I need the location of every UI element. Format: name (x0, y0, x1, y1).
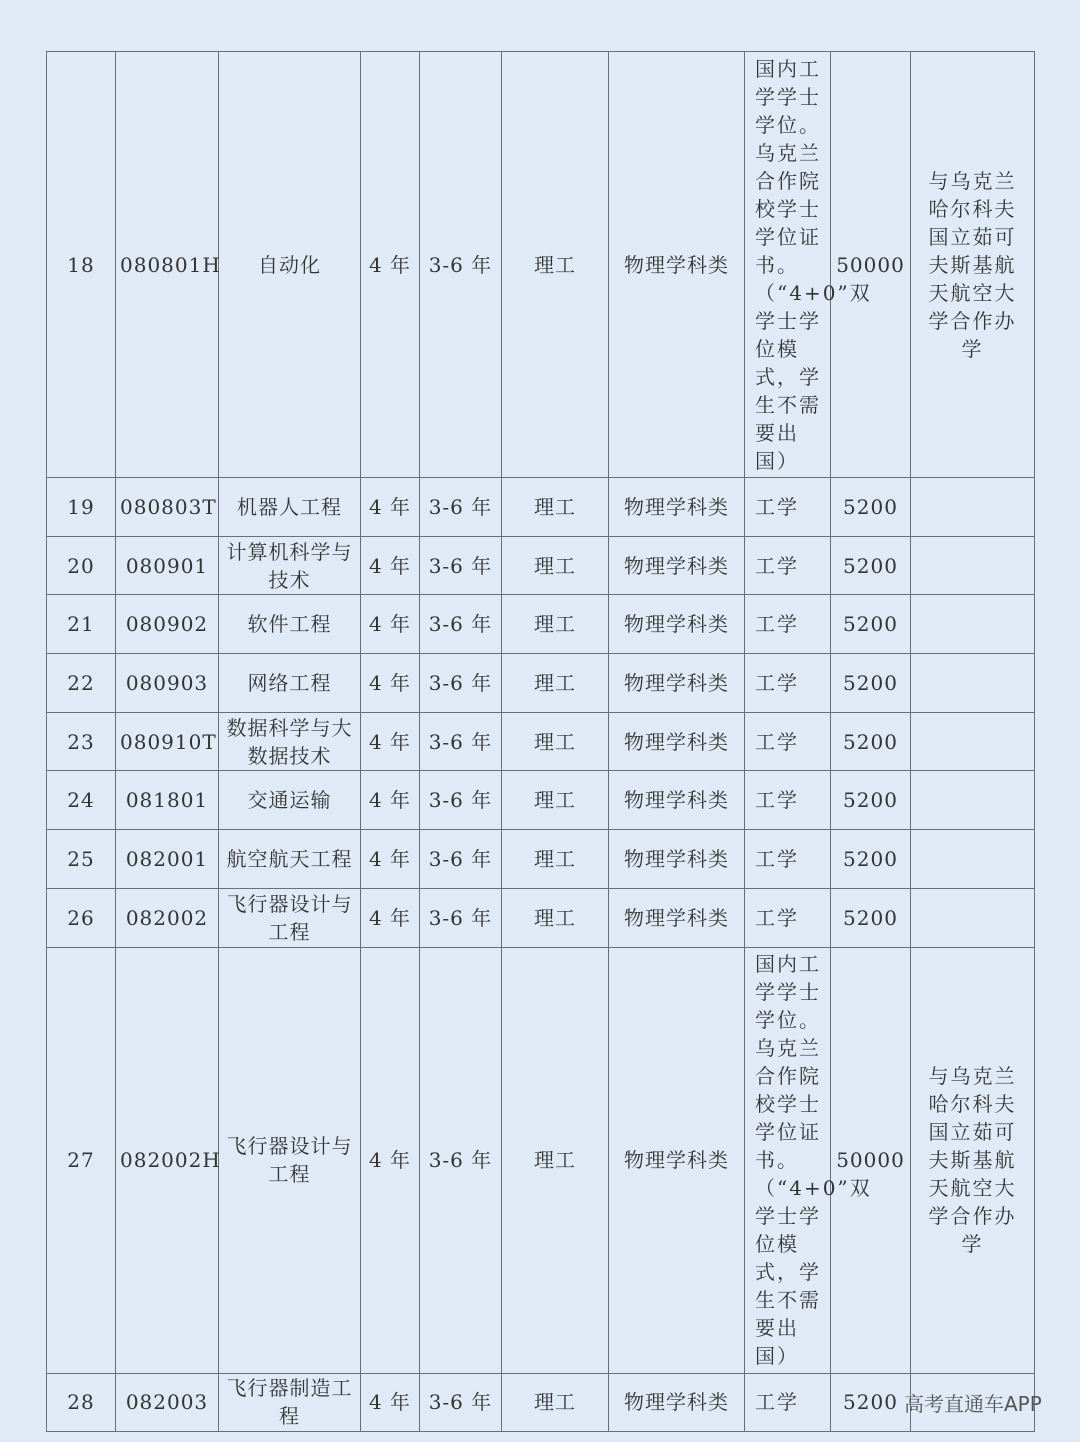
study-range-cell: 3-6 年 (420, 712, 502, 771)
row-number-cell: 23 (47, 712, 116, 771)
row-number-cell: 28 (47, 1373, 116, 1432)
study-range-cell: 3-6 年 (420, 595, 502, 654)
major-code-cell: 080910T (116, 712, 219, 771)
tuition-cell: 50000 (831, 947, 911, 1373)
degree-cell: 工学 (745, 1373, 831, 1432)
category-cell: 理工 (502, 654, 609, 713)
category-cell: 理工 (502, 771, 609, 830)
study-range-cell: 3-6 年 (420, 536, 502, 595)
duration-cell: 4 年 (361, 52, 420, 478)
note-cell (911, 654, 1035, 713)
table-body (47, 52, 1035, 1432)
degree-cell: 工学 (745, 712, 831, 771)
tuition-cell: 5200 (831, 654, 911, 713)
study-range-cell: 3-6 年 (420, 888, 502, 947)
major-code-cell: 080902 (116, 595, 219, 654)
category-cell: 理工 (502, 1373, 609, 1432)
degree-cell: 工学 (745, 888, 831, 947)
tuition-cell: 5200 (831, 830, 911, 889)
table-row (47, 771, 1035, 830)
major-code-cell: 082003 (116, 1373, 219, 1432)
subject-requirement-cell: 物理学科类 (609, 654, 745, 713)
major-name-cell: 飞行器设计与工程 (219, 947, 361, 1373)
row-number-cell: 27 (47, 947, 116, 1373)
table-row (47, 830, 1035, 889)
major-name-cell: 机器人工程 (219, 478, 361, 537)
category-cell: 理工 (502, 888, 609, 947)
tuition-cell: 5200 (831, 1373, 911, 1432)
category-cell: 理工 (502, 595, 609, 654)
major-name-cell: 自动化 (219, 52, 361, 478)
duration-cell: 4 年 (361, 888, 420, 947)
subject-requirement-cell: 物理学科类 (609, 52, 745, 478)
tuition-cell: 5200 (831, 478, 911, 537)
major-code-cell: 080803T (116, 478, 219, 537)
study-range-cell: 3-6 年 (420, 478, 502, 537)
tuition-cell: 5200 (831, 536, 911, 595)
tuition-cell: 50000 (831, 52, 911, 478)
study-range-cell: 3-6 年 (420, 52, 502, 478)
row-number-cell: 24 (47, 771, 116, 830)
duration-cell: 4 年 (361, 947, 420, 1373)
subject-requirement-cell: 物理学科类 (609, 1373, 745, 1432)
row-number-cell: 21 (47, 595, 116, 654)
degree-cell: 工学 (745, 771, 831, 830)
subject-requirement-cell: 物理学科类 (609, 888, 745, 947)
study-range-cell: 3-6 年 (420, 830, 502, 889)
table-row (47, 478, 1035, 537)
note-cell: 与乌克兰哈尔科夫国立茹可夫斯基航天航空大学合作办学 (911, 52, 1035, 478)
duration-cell: 4 年 (361, 1373, 420, 1432)
degree-cell: 工学 (745, 830, 831, 889)
duration-cell: 4 年 (361, 536, 420, 595)
category-cell: 理工 (502, 478, 609, 537)
duration-cell: 4 年 (361, 654, 420, 713)
duration-cell: 4 年 (361, 478, 420, 537)
subject-requirement-cell: 物理学科类 (609, 830, 745, 889)
duration-cell: 4 年 (361, 595, 420, 654)
major-code-cell: 082002H (116, 947, 219, 1373)
major-name-cell: 网络工程 (219, 654, 361, 713)
major-name-cell: 软件工程 (219, 595, 361, 654)
duration-cell: 4 年 (361, 830, 420, 889)
category-cell: 理工 (502, 947, 609, 1373)
watermark: 高考直通车APP (904, 1392, 1042, 1416)
table-row (47, 1373, 1035, 1432)
note-cell (911, 830, 1035, 889)
major-code-cell: 082002 (116, 888, 219, 947)
table-row (47, 654, 1035, 713)
duration-cell: 4 年 (361, 712, 420, 771)
major-code-cell: 081801 (116, 771, 219, 830)
note-cell (911, 478, 1035, 537)
tuition-cell: 5200 (831, 771, 911, 830)
major-code-cell: 080903 (116, 654, 219, 713)
degree-cell: 工学 (745, 478, 831, 537)
degree-cell: 国内工学学士学位。乌克兰合作院校学士学位证书。（“4+0”双学士学位模式，学生不需要出国） (745, 52, 831, 478)
table-row (47, 536, 1035, 595)
major-code-cell: 082001 (116, 830, 219, 889)
degree-cell: 工学 (745, 654, 831, 713)
row-number-cell: 26 (47, 888, 116, 947)
category-cell: 理工 (502, 712, 609, 771)
subject-requirement-cell: 物理学科类 (609, 947, 745, 1373)
major-name-cell: 航空航天工程 (219, 830, 361, 889)
degree-cell: 工学 (745, 595, 831, 654)
tuition-cell: 5200 (831, 888, 911, 947)
major-code-cell: 080801H (116, 52, 219, 478)
note-cell (911, 888, 1035, 947)
subject-requirement-cell: 物理学科类 (609, 478, 745, 537)
tuition-cell: 5200 (831, 712, 911, 771)
duration-cell: 4 年 (361, 771, 420, 830)
row-number-cell: 25 (47, 830, 116, 889)
row-number-cell: 19 (47, 478, 116, 537)
note-cell (911, 771, 1035, 830)
table-row (47, 888, 1035, 947)
table-row (47, 52, 1035, 478)
subject-requirement-cell: 物理学科类 (609, 595, 745, 654)
majors-table (46, 51, 1035, 1432)
major-name-cell: 飞行器制造工程 (219, 1373, 361, 1432)
table-row (47, 947, 1035, 1373)
degree-cell: 国内工学学士学位。乌克兰合作院校学士学位证书。（“4+0”双学士学位模式，学生不需要出国） (745, 947, 831, 1373)
table-row (47, 595, 1035, 654)
study-range-cell: 3-6 年 (420, 771, 502, 830)
degree-cell: 工学 (745, 536, 831, 595)
subject-requirement-cell: 物理学科类 (609, 536, 745, 595)
category-cell: 理工 (502, 52, 609, 478)
major-name-cell: 数据科学与大数据技术 (219, 712, 361, 771)
category-cell: 理工 (502, 830, 609, 889)
row-number-cell: 18 (47, 52, 116, 478)
major-name-cell: 计算机科学与技术 (219, 536, 361, 595)
note-cell (911, 712, 1035, 771)
category-cell: 理工 (502, 536, 609, 595)
subject-requirement-cell: 物理学科类 (609, 771, 745, 830)
study-range-cell: 3-6 年 (420, 1373, 502, 1432)
row-number-cell: 20 (47, 536, 116, 595)
major-code-cell: 080901 (116, 536, 219, 595)
study-range-cell: 3-6 年 (420, 654, 502, 713)
note-cell (911, 536, 1035, 595)
major-name-cell: 交通运输 (219, 771, 361, 830)
row-number-cell: 22 (47, 654, 116, 713)
major-name-cell: 飞行器设计与工程 (219, 888, 361, 947)
note-cell: 与乌克兰哈尔科夫国立茹可夫斯基航天航空大学合作办学 (911, 947, 1035, 1373)
subject-requirement-cell: 物理学科类 (609, 712, 745, 771)
tuition-cell: 5200 (831, 595, 911, 654)
note-cell (911, 595, 1035, 654)
table-row (47, 712, 1035, 771)
study-range-cell: 3-6 年 (420, 947, 502, 1373)
